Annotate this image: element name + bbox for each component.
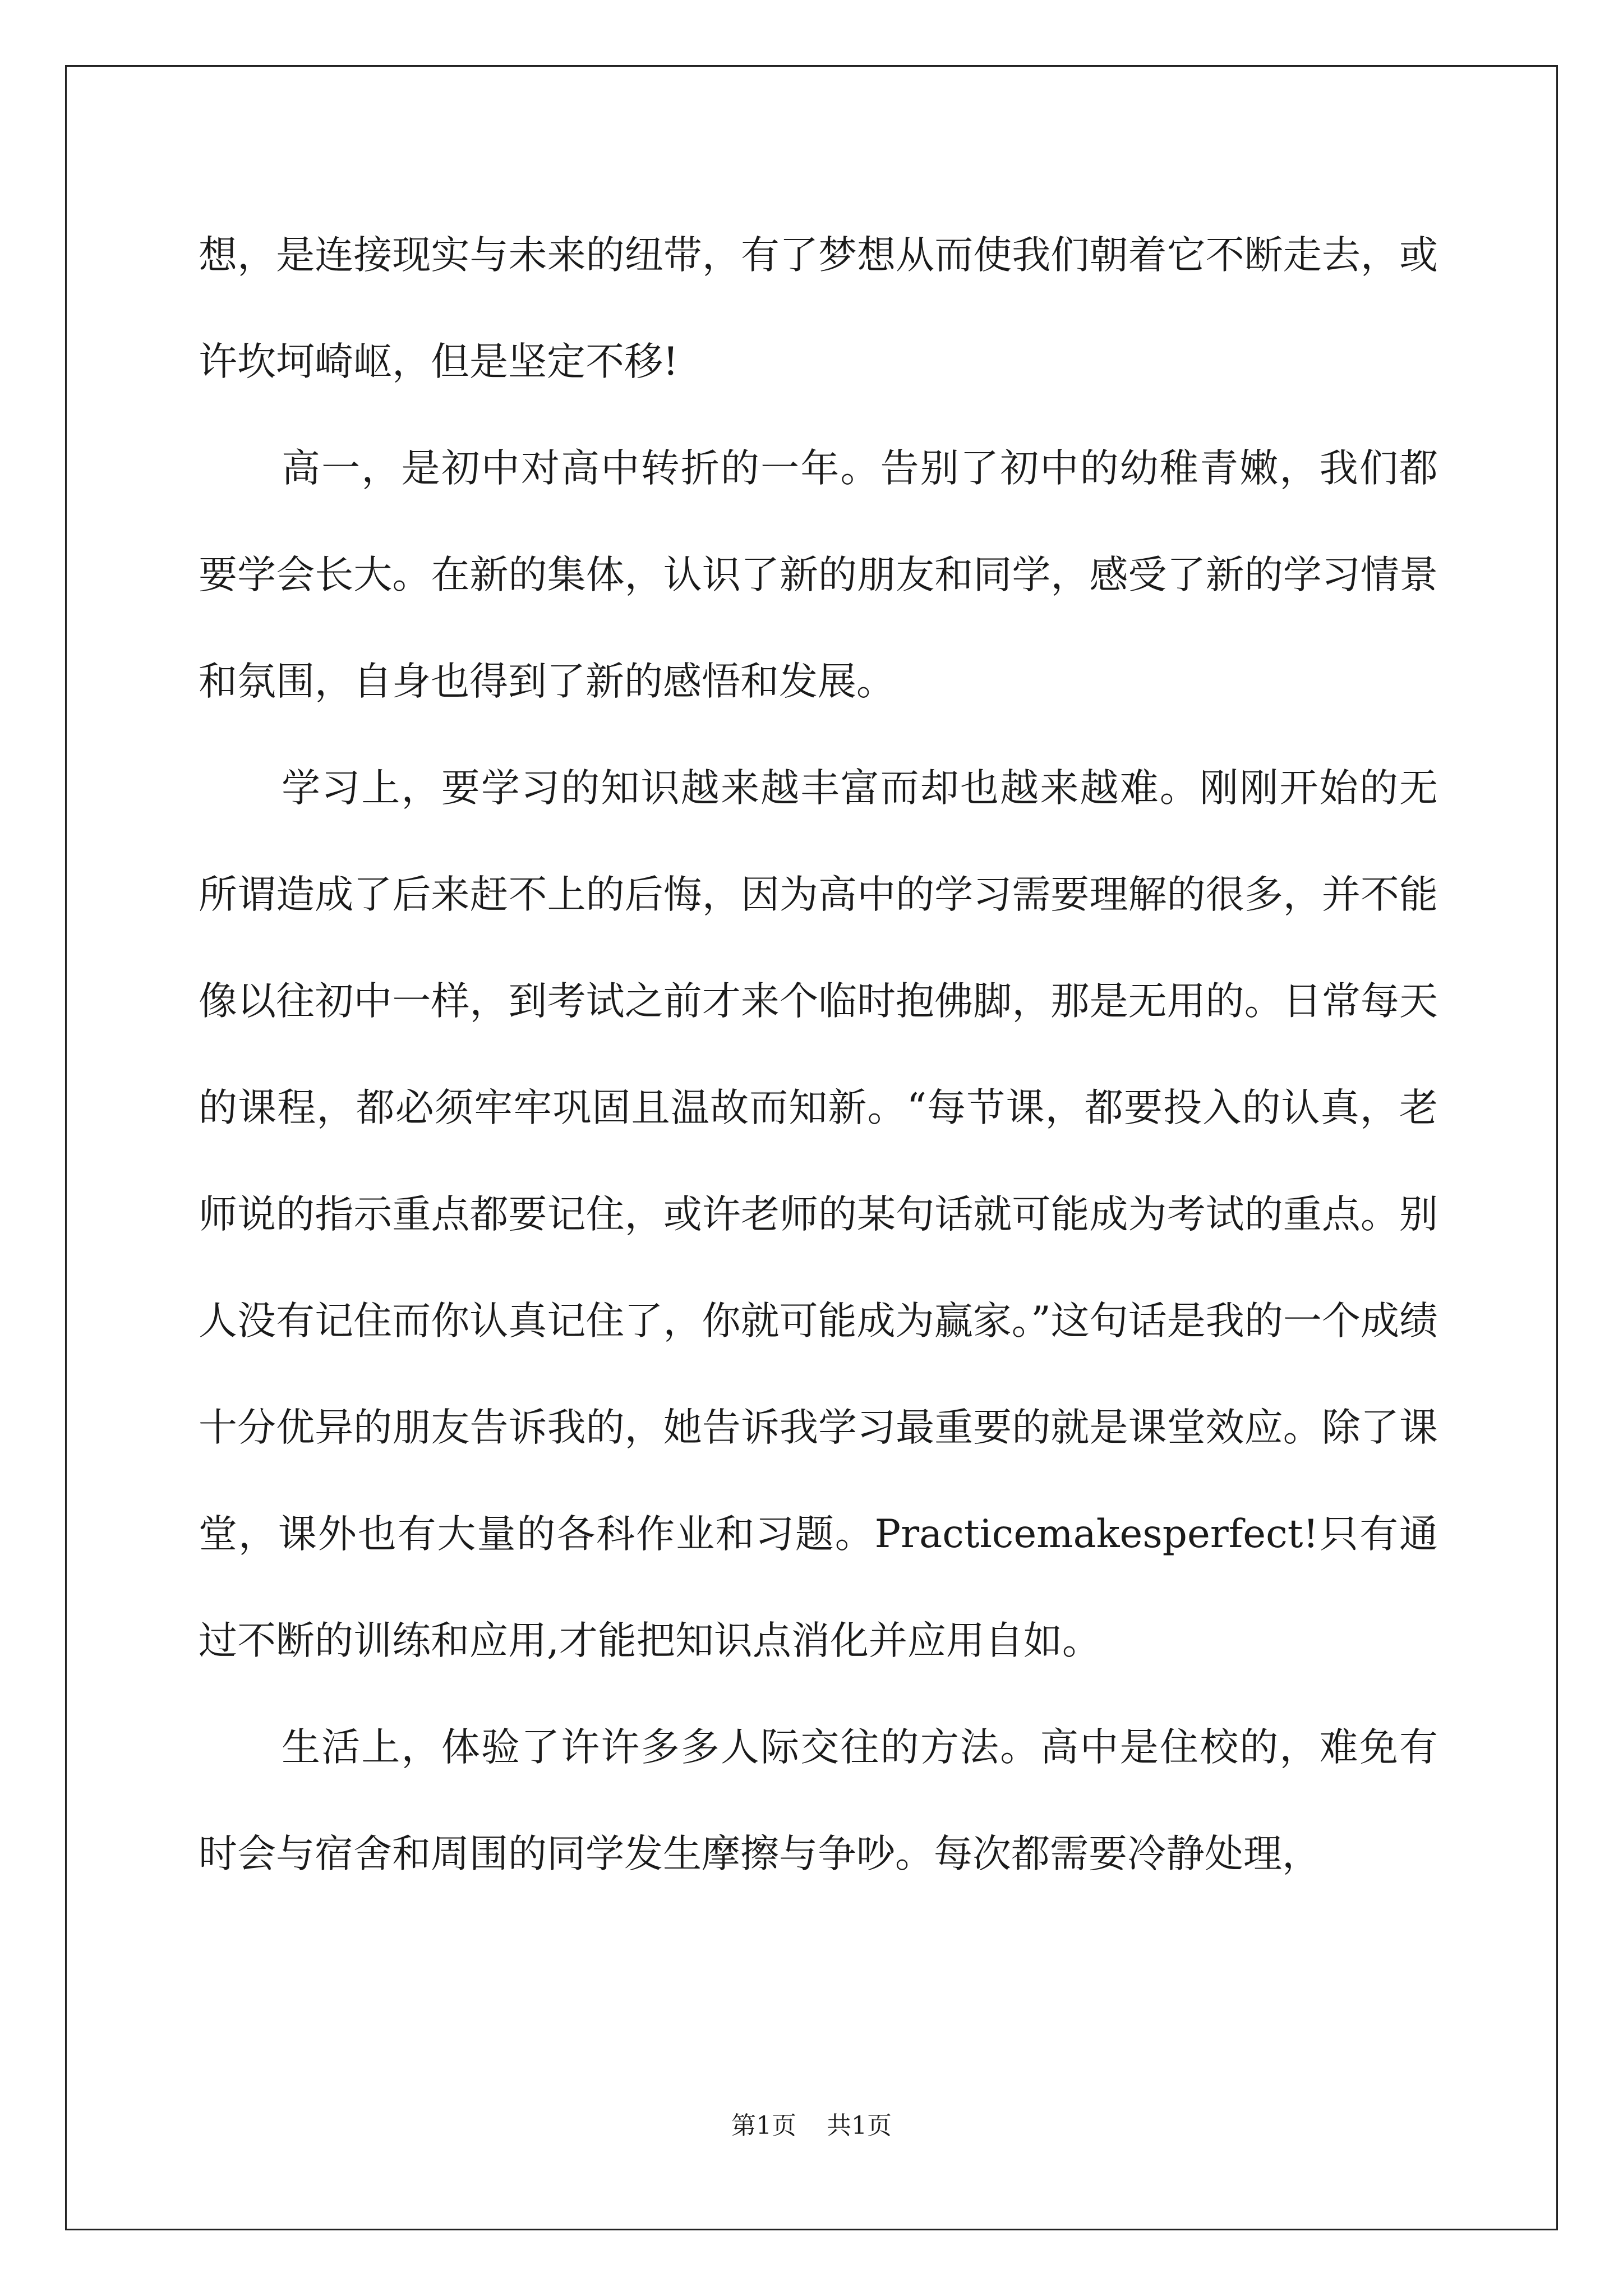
paragraph-2: 高一，是初中对高中转折的一年。告别了初中的幼稚青嫩，我们都要学会长大。在新的集体，认识了新的朋友和同学，感受了新的学习情景和氛围，自身也得到了新的感悟和发展。 bbox=[199, 446, 1438, 704]
document-body bbox=[199, 202, 1438, 1907]
page-number-current: 第1页 bbox=[731, 2111, 796, 2140]
paragraph-4: 生活上，体验了许许多多人际交往的方法。高中是住校的，难免有时会与宿舍和周围的同学发生摩擦与争吵。每次都需要冷静处理， bbox=[199, 1725, 1438, 1876]
paragraph-1: 想，是连接现实与未来的纽带，有了梦想从而使我们朝着它不断走去，或许坎坷崎岖，但是坚定不移! bbox=[199, 233, 1438, 384]
page-number-total: 共1页 bbox=[827, 2111, 892, 2140]
page-footer bbox=[0, 2109, 1623, 2143]
paragraph-3: 学习上，要学习的知识越来越丰富而却也越来越难。刚刚开始的无所谓造成了后来赶不上的后悔，因为高中的学习需要理解的很多，并不能像以往初中一样，到考试之前才来个临时抱佛脚，那是无用的。日常每天的课程，都必须牢牢巩固且温故而知新。“每节课，都要投入的认真，老师说的指示重点都要记住，或许老师的某句话就可能成为考试的重点。别人没有记住而你认真记住了，你就可能成为赢家。”这句话是我的一个成绩十分优异的朋友告诉我的，她告诉我学习最重要的就是课堂效应。除了课堂，课外也有大量的各科作业和习题。Practicemakesperfect!只有通过不断的训练和应用,才能把知识点消化并应用自如。 bbox=[199, 766, 1438, 1663]
